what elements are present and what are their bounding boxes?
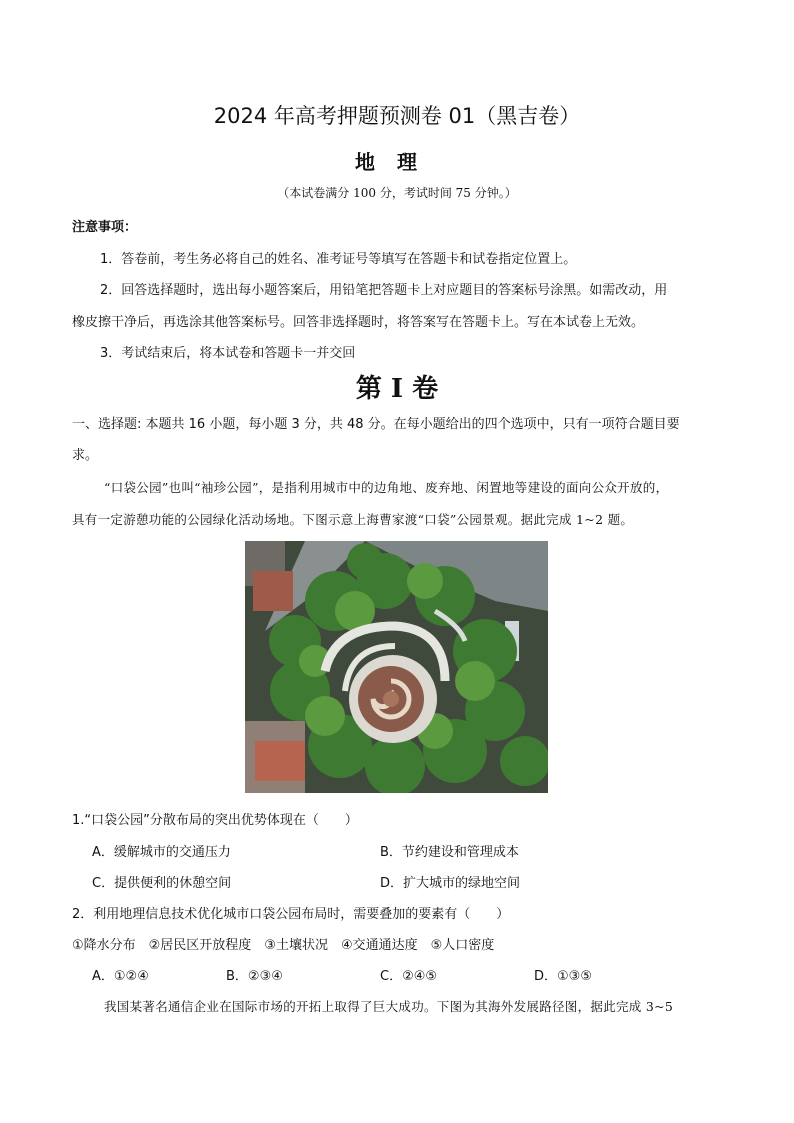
question-1-option-d[interactable]: D．扩大城市的绿地空间 [380,876,521,891]
question-2-elements: ①降水分布 ②居民区开放程度 ③土壤状况 ④交通通达度 ⑤人口密度 [72,938,495,953]
volume-heading: 第 I 卷 [355,374,439,404]
exam-info: （本试卷满分 100 分，考试时间 75 分钟。） [277,186,517,200]
question-1-option-b[interactable]: B．节约建设和管理成本 [380,845,519,860]
section-instruction-line-2: 求。 [72,448,99,463]
paper-title: 2024 年高考押题预测卷 01（黑吉卷） [213,104,581,128]
question-2-option-d[interactable]: D．①③⑤ [534,969,592,984]
question-1-option-c[interactable]: C．提供便利的休憩空间 [92,876,232,891]
passage-1-line-2: 具有一定游憩功能的公园绿化活动场地。下图示意上海曹家渡“口袋”公园景观。据此完成 1~2 题。 [72,512,634,527]
notice-heading: 注意事项： [72,220,138,235]
notice-item-2-line-2: 橡皮擦干净后，再选涂其他答案标号。回答非选择题时，将答案写在答题卡上。写在本试卷上无效。 [72,315,645,330]
question-2-option-c[interactable]: C．②④⑤ [380,969,438,984]
section-instruction-line-1: 一、选择题: 本题共 16 小题，每小题 3 分，共 48 分。在每小题给出的四个选项中，只有一项符合题目要 [72,417,680,432]
notice-item-1: 1．答卷前，考生务必将自己的姓名、准考证号等填写在答题卡和试卷指定位置上。 [100,252,577,267]
question-1-option-a[interactable]: A．缓解城市的交通压力 [92,845,231,860]
subject-title: 地理 [355,150,439,174]
passage-2-line-1: 我国某著名通信企业在国际市场的开拓上取得了巨大成功。下图为其海外发展路径图，据此完成 3~5 [104,999,674,1014]
question-2-option-b[interactable]: B．②③④ [226,969,283,984]
question-2-stem: 2．利用地理信息技术优化城市口袋公园布局时，需要叠加的要素有（ ） [72,907,510,922]
question-2-option-a[interactable]: A．①②④ [92,969,149,984]
notice-item-2-line-1: 2．回答选择题时，选出每小题答案后，用铅笔把答题卡上对应题目的答案标号涂黑。如需改动，用 [100,283,668,298]
notice-item-3: 3．考试结束后，将本试卷和答题卡一并交回 [100,346,356,361]
passage-1-line-1: “口袋公园”也叫“袖珍公园”，是指利用城市中的边角地、废弃地、闲置地等建设的面向公众开放的， [104,480,669,495]
pocket-park-aerial-photo [245,541,548,793]
question-1-stem: 1.“口袋公园”分散布局的突出优势体现在（ ） [72,813,358,828]
